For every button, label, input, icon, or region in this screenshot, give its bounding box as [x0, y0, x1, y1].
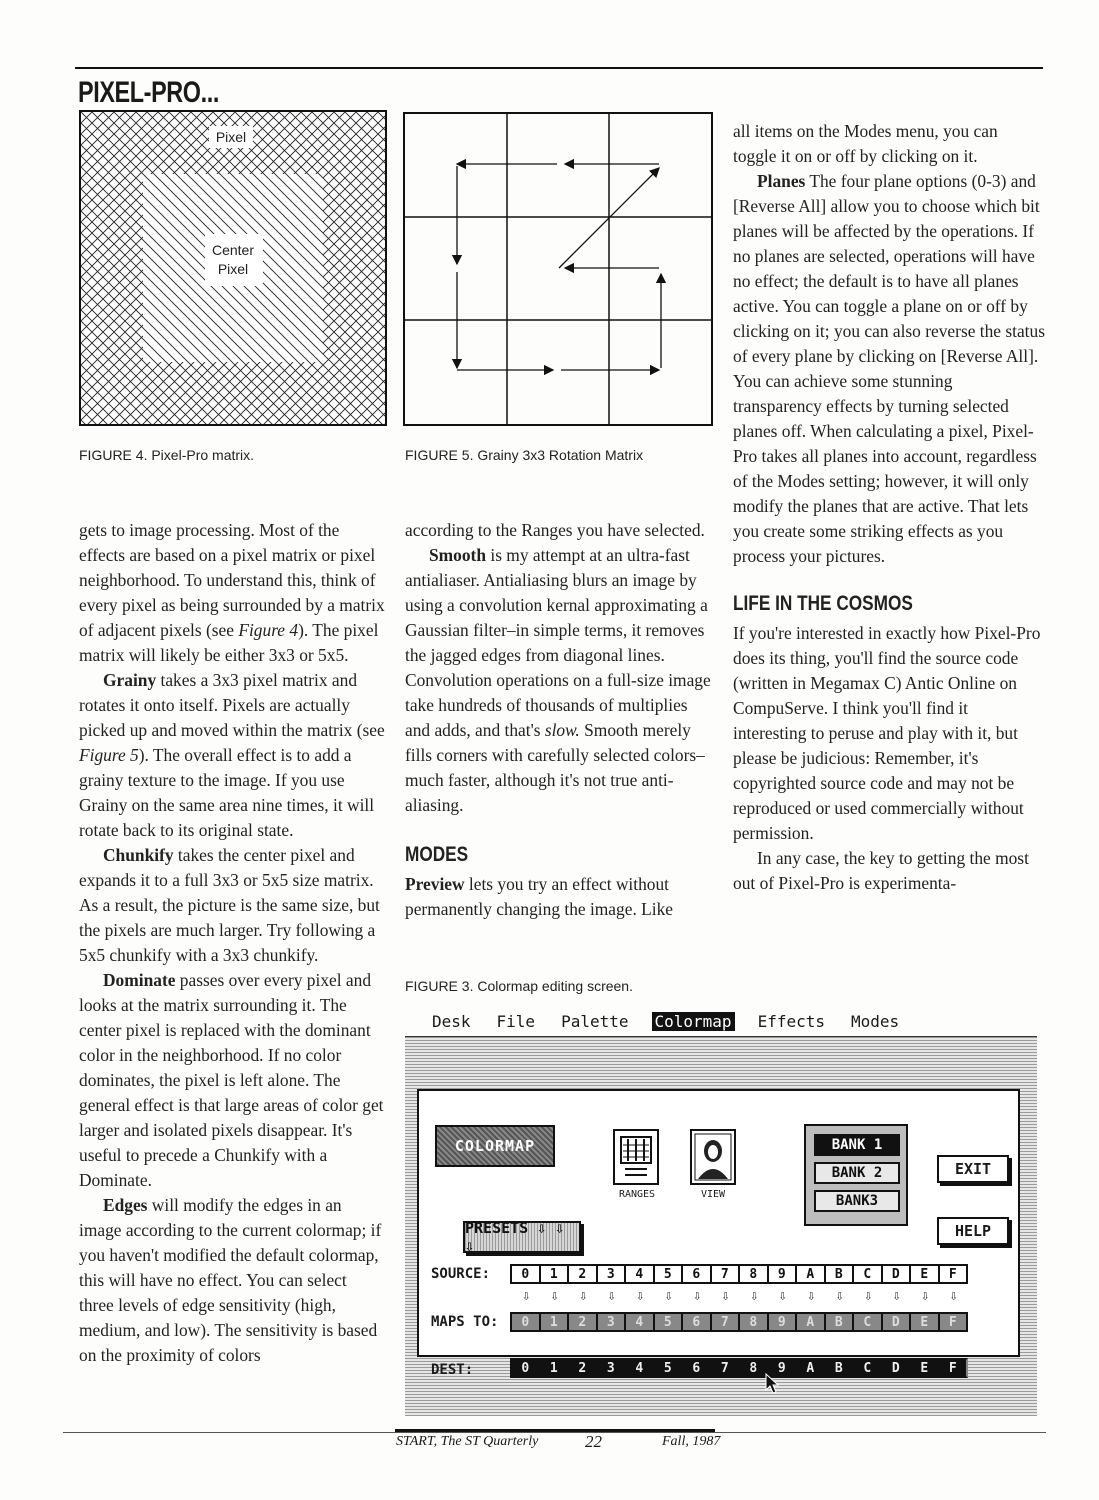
- text: ). The pixel matrix will likely be either 3x3 or 5x5.: [79, 620, 379, 665]
- maps-to-cell[interactable]: 4: [624, 1312, 655, 1332]
- paragraph: all items on the Modes menu, you can toggle it on or off by clicking on it.: [733, 121, 998, 166]
- down-arrow-icon: ⇩: [835, 1288, 844, 1304]
- paragraph-planes: [733, 169, 1045, 569]
- down-arrow-icon: ⇩: [949, 1288, 958, 1304]
- down-arrow-icon: ⇩: [864, 1288, 873, 1304]
- menu-modes[interactable]: Modes: [851, 1011, 900, 1031]
- text: takes a 3x3 pixel matrix and rotates it onto itself. Pixels are actually picked up and moved within the matrix (see: [79, 670, 385, 740]
- page-title: PIXEL-PRO...: [78, 76, 219, 109]
- dest-cell[interactable]: 9: [767, 1358, 798, 1378]
- figure-5-rotation-matrix: [403, 112, 713, 426]
- maps-to-cell[interactable]: 1: [539, 1312, 570, 1332]
- center-label-line2: Pixel: [217, 261, 249, 277]
- source-cells: [512, 1264, 968, 1284]
- source-cell[interactable]: 3: [596, 1264, 627, 1284]
- menu-desk[interactable]: Desk: [432, 1011, 471, 1031]
- figure-4-caption: FIGURE 4. Pixel-Pro matrix.: [79, 447, 255, 463]
- source-cell[interactable]: C: [852, 1264, 883, 1284]
- term-preview: Preview: [405, 874, 465, 894]
- source-cell[interactable]: A: [795, 1264, 826, 1284]
- down-arrow-icon: ⇩: [892, 1288, 901, 1304]
- down-arrow-icon: ⇩: [807, 1288, 816, 1304]
- down-arrow-icon: ⇩: [750, 1288, 759, 1304]
- bank-1-button[interactable]: BANK 1: [814, 1134, 900, 1156]
- dest-cells: [512, 1358, 968, 1378]
- source-label: SOURCE:: [431, 1266, 491, 1282]
- maps-to-label: MAPS TO:: [431, 1314, 499, 1330]
- column-1: [79, 518, 385, 1368]
- view-label: VIEW: [700, 1189, 726, 1200]
- paragraph-smooth: [405, 543, 713, 818]
- mouse-pointer-icon: [765, 1373, 779, 1395]
- term-smooth: Smooth: [429, 545, 487, 565]
- down-arrow-icon: ⇩: [607, 1288, 616, 1304]
- emphasis: slow.: [544, 720, 580, 740]
- dest-cell[interactable]: D: [881, 1358, 912, 1378]
- source-cell[interactable]: D: [881, 1264, 912, 1284]
- exit-button[interactable]: EXIT: [937, 1155, 1009, 1183]
- help-button[interactable]: HELP: [937, 1217, 1009, 1245]
- figure-5-caption: FIGURE 5. Grainy 3x3 Rotation Matrix: [405, 447, 644, 463]
- pixel-matrix-drawing: [81, 112, 385, 424]
- dest-cell[interactable]: 5: [653, 1358, 684, 1378]
- section-heading-modes: MODES: [405, 843, 469, 866]
- menu-file[interactable]: File: [496, 1011, 536, 1031]
- source-cell[interactable]: 4: [624, 1264, 655, 1284]
- maps-to-cell[interactable]: 9: [767, 1312, 798, 1332]
- center-label-line1: Center: [211, 242, 255, 258]
- rotation-matrix-drawing: [405, 114, 711, 424]
- source-cell[interactable]: 0: [510, 1264, 541, 1284]
- bank-2-button[interactable]: BANK 2: [814, 1162, 900, 1184]
- maps-to-cell[interactable]: 3: [596, 1312, 627, 1332]
- text: passes over every pixel and looks at the matrix surrounding it. The center pixel is replaced with the dominant color in the neighborhood. If no color dominates, the pixel is left alone. The general effect is that large areas of color get larger and isolated pixels disappear. It's useful to precede a Chunkify with a Dominate.: [79, 970, 384, 1190]
- maps-to-cell[interactable]: 6: [681, 1312, 712, 1332]
- footer-rule: [63, 1432, 1046, 1433]
- source-cell[interactable]: 5: [653, 1264, 684, 1284]
- text: gets to image processing. Most of the effects are based on a pixel matrix or pixel neighborhood. To understand this, think of every pixel as being surrounded by a matrix of adjacent pixels (see: [79, 520, 385, 640]
- menu-palette[interactable]: Palette: [561, 1011, 629, 1031]
- paragraph-edges: [79, 1193, 385, 1368]
- footer-magazine: START, The ST Quarterly: [396, 1434, 539, 1449]
- figure-ref: Figure 5: [79, 745, 139, 765]
- maps-to-cell[interactable]: C: [852, 1312, 883, 1332]
- text: takes the center pixel and expands it to a full 3x3 or 5x5 size matrix. As a result, the picture is the same size, but the pixels are much larger. Try following a 5x5 chunkify with a 3x3 chunkify.: [79, 845, 380, 965]
- source-cell[interactable]: B: [824, 1264, 855, 1284]
- term-edges: Edges: [103, 1195, 148, 1215]
- dest-cell[interactable]: E: [909, 1358, 940, 1378]
- source-cell[interactable]: 7: [710, 1264, 741, 1284]
- maps-to-cell[interactable]: E: [909, 1312, 940, 1332]
- text: lets you try an effect without permanently changing the image. Like: [405, 874, 674, 919]
- menu-effects[interactable]: Effects: [757, 1011, 825, 1031]
- text: ). The overall effect is to add a grainy texture to the image. If you use Grainy on the same area nine times, it will rotate back to its original state.: [79, 745, 375, 840]
- pixel-label: Pixel: [215, 129, 247, 145]
- text: Smooth merely fills corners with carefully selected colors–much faster, although it's not true anti-aliasing.: [405, 720, 705, 815]
- maps-to-cell[interactable]: 7: [710, 1312, 741, 1332]
- down-arrow-icon: ⇩: [522, 1288, 531, 1304]
- dest-cell[interactable]: 1: [539, 1358, 570, 1378]
- text: The four plane options (0-3) and [Reverse All] allow you to choose which bit planes will be affected by the operations. If no planes are selected, operations will have no effect; the default is to have all planes active. You can toggle a plane on or off by clicking on it; you can also reverse the status of every plane by clicking on [Reverse All]. You can achieve some stunning transparency effects by turning selected planes off. When calculating a pixel, Pixel-Pro takes all planes into account, regardless of the Modes setting; however, it will only modify the planes that are active. That lets you create some striking effects as you process your pictures.: [733, 171, 1045, 566]
- section-heading-life-in-the-cosmos: LIFE IN THE COSMOS: [733, 592, 913, 615]
- source-cell[interactable]: 2: [567, 1264, 598, 1284]
- bank-selector: [804, 1124, 908, 1226]
- down-arrow-icon: ⇩: [721, 1288, 730, 1304]
- figure-4-pixel-matrix: [79, 110, 387, 426]
- desktop-area: [405, 1036, 1037, 1416]
- dest-cell[interactable]: 4: [624, 1358, 655, 1378]
- dest-cell[interactable]: B: [824, 1358, 855, 1378]
- dest-cell[interactable]: 6: [681, 1358, 712, 1378]
- maps-to-cells: [512, 1312, 968, 1332]
- maps-to-cell[interactable]: 2: [567, 1312, 598, 1332]
- maps-to-cell[interactable]: 8: [738, 1312, 769, 1332]
- paragraph: [79, 518, 385, 668]
- footer-page-number: 22: [585, 1432, 602, 1451]
- paragraph-chunkify: [79, 843, 385, 968]
- dest-label: DEST:: [431, 1362, 474, 1378]
- dest-cell[interactable]: C: [852, 1358, 883, 1378]
- maps-to-cell[interactable]: F: [938, 1312, 969, 1332]
- footer-issue: Fall, 1987: [662, 1434, 721, 1449]
- colormap-editor-screen: [405, 1006, 1037, 1416]
- text: will modify the edges in an image according to the current colormap; if you haven't modified the default colormap, this will have no effect. You can select three levels of edge sensitivity (high, medium, and low). The sensitivity is based on the proximity of colors: [79, 1195, 382, 1365]
- bank-3-button[interactable]: BANK3: [814, 1190, 900, 1212]
- source-cell[interactable]: 9: [767, 1264, 798, 1284]
- presets-button[interactable]: PRESETS ⇩ ⇩ ⇩: [463, 1221, 581, 1253]
- dest-cell[interactable]: A: [795, 1358, 826, 1378]
- down-arrow-icon: ⇩: [921, 1288, 930, 1304]
- view-icon[interactable]: [690, 1129, 736, 1185]
- maps-to-cell[interactable]: D: [881, 1312, 912, 1332]
- dest-cell[interactable]: F: [938, 1358, 969, 1378]
- dest-cell[interactable]: 2: [567, 1358, 598, 1378]
- arrow-row: [512, 1288, 968, 1304]
- paragraph: If you're interested in exactly how Pixel-Pro does its thing, you'll find the source code (written in Megamax C) Antic Online on CompuServe. I think you'll find it interesting to peruse and play with it, but please be judicious: Remember, it's copyrighted source code and may not be reproduced or used commercially without permission.: [733, 623, 1041, 843]
- source-cell[interactable]: 1: [539, 1264, 570, 1284]
- paragraph: according to the Ranges you have selected.: [405, 520, 705, 540]
- paragraph-grainy: [79, 668, 385, 843]
- top-rule: [75, 67, 1043, 69]
- text: is my attempt at an ultra-fast antialiaser. Antialiasing blurs an image by using a convolution kernal approximating a Gaussian filter–in simple terms, it removes the jagged edges from diagonal lines. Convolution operations on a full-size image take hundreds of thousands of multiplies and adds, and that's: [405, 545, 711, 740]
- down-arrow-icon: ⇩: [550, 1288, 559, 1304]
- source-cell[interactable]: E: [909, 1264, 940, 1284]
- maps-to-cell[interactable]: A: [795, 1312, 826, 1332]
- ranges-label: RANGES: [618, 1189, 656, 1200]
- column-2: [405, 518, 713, 922]
- down-arrow-icon: ⇩: [664, 1288, 673, 1304]
- dest-cell[interactable]: 8: [738, 1358, 769, 1378]
- paragraph-dominate: [79, 968, 385, 1193]
- maps-to-cell[interactable]: 0: [510, 1312, 541, 1332]
- term-grainy: Grainy: [103, 670, 157, 690]
- term-planes: Planes: [757, 171, 806, 191]
- dest-cell[interactable]: 0: [510, 1358, 541, 1378]
- source-cell[interactable]: 8: [738, 1264, 769, 1284]
- down-arrow-icon: ⇩: [579, 1288, 588, 1304]
- figure-ref: Figure 4: [238, 620, 299, 640]
- down-arrow-icon: ⇩: [693, 1288, 702, 1304]
- paragraph: In any case, the key to getting the most out of Pixel-Pro is experimenta-: [733, 848, 1029, 893]
- paragraph-preview: [405, 872, 713, 922]
- dest-cell[interactable]: 3: [596, 1358, 627, 1378]
- colormap-title-button[interactable]: COLORMAP: [435, 1125, 555, 1167]
- footer-rule-accent: [395, 1429, 715, 1432]
- down-arrow-icon: ⇩: [778, 1288, 787, 1304]
- down-arrow-icon: ⇩: [636, 1288, 645, 1304]
- maps-to-cell[interactable]: 5: [653, 1312, 684, 1332]
- source-cell[interactable]: F: [938, 1264, 969, 1284]
- ranges-icon[interactable]: [613, 1129, 659, 1185]
- source-cell[interactable]: 6: [681, 1264, 712, 1284]
- term-dominate: Dominate: [103, 970, 176, 990]
- menu-bar: [405, 1006, 1037, 1036]
- colormap-panel: [417, 1089, 1020, 1378]
- dest-cell[interactable]: 7: [710, 1358, 741, 1378]
- maps-to-cell[interactable]: B: [824, 1312, 855, 1332]
- figure-3-caption: FIGURE 3. Colormap editing screen.: [405, 978, 633, 994]
- column-3: [733, 119, 1045, 896]
- term-chunkify: Chunkify: [103, 845, 174, 865]
- menu-colormap[interactable]: Colormap: [652, 1012, 735, 1031]
